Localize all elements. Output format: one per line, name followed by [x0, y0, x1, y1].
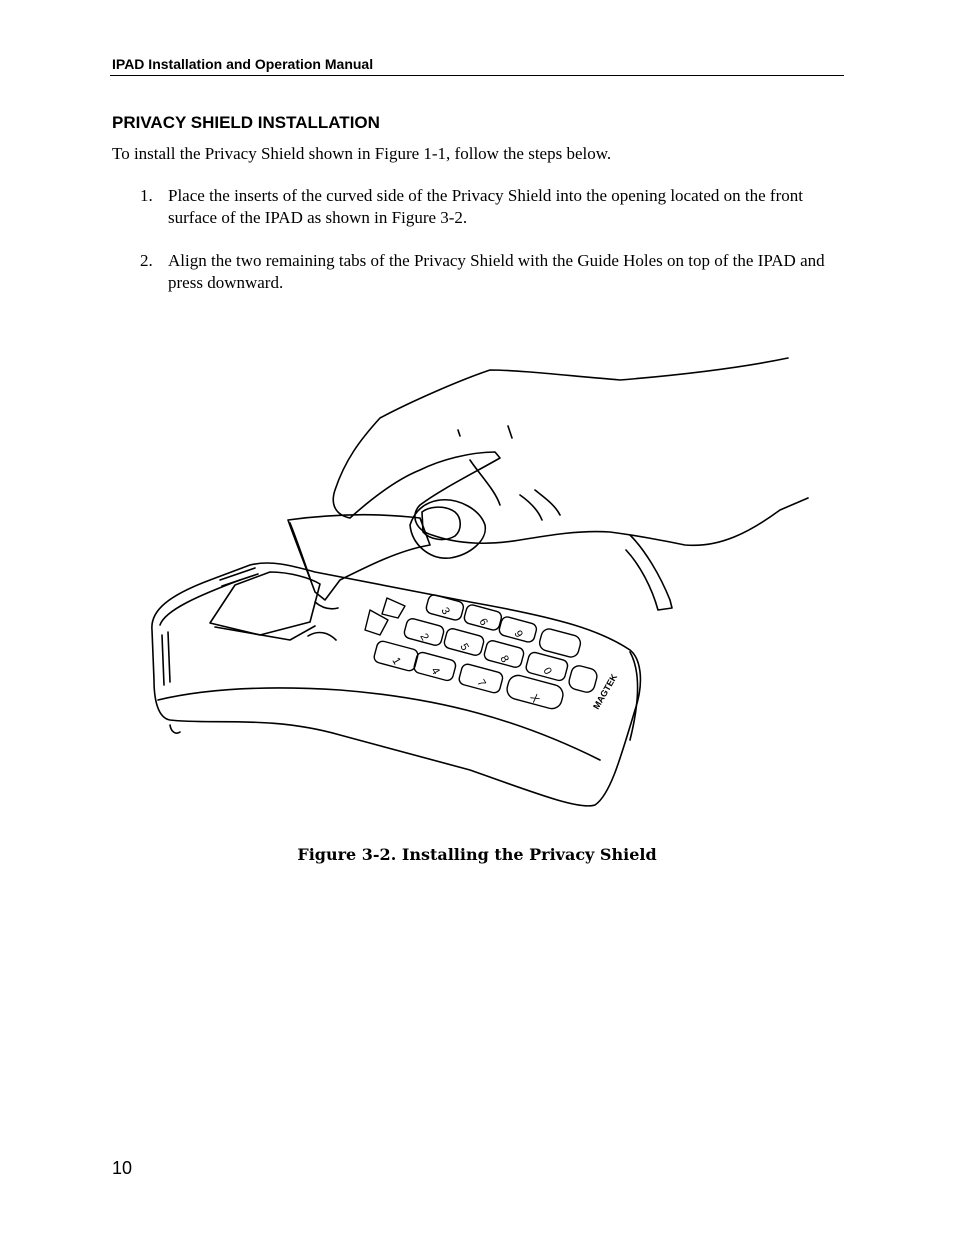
device-foot: [170, 725, 180, 733]
key-label-7: 7: [474, 677, 488, 689]
key-label-3: 3: [438, 605, 452, 617]
device-right-edge: [630, 652, 638, 740]
thumbnail: [422, 507, 460, 539]
list-item: [112, 250, 842, 294]
section-heading: PRIVACY SHIELD INSTALLATION: [112, 113, 380, 132]
key-2: [403, 617, 445, 646]
figure-caption: Figure 3-2. Installing the Privacy Shield: [297, 845, 657, 864]
key-label-x: X: [527, 692, 542, 705]
device-side-groove: [162, 632, 170, 685]
device-screen: [210, 572, 320, 635]
header-divider: [110, 75, 844, 76]
keypad: [365, 594, 599, 711]
key-0: [525, 651, 569, 682]
privacy-shield-flap: [626, 535, 672, 610]
key-7: [458, 663, 504, 694]
key-label-5: 5: [457, 641, 471, 653]
key-enter: [538, 627, 582, 659]
page-number: 10: [112, 1158, 133, 1178]
key-label-0: 0: [540, 665, 554, 677]
intro-paragraph: To install the Privacy Shield shown in Figure 1-1, follow the steps below.: [112, 144, 612, 163]
key-5: [443, 627, 485, 656]
key-cancel: [505, 673, 565, 711]
key-clear: [567, 664, 598, 694]
step-number: 2.: [140, 251, 153, 270]
privacy-shield-illustration: [140, 340, 830, 820]
hand-outline: [333, 358, 808, 545]
brand-logo-text: MAGTEK: [591, 672, 620, 711]
key-label-4: 4: [428, 665, 442, 677]
key-9: [498, 616, 538, 644]
list-item: [112, 185, 842, 229]
key-8: [483, 639, 525, 668]
key-4: [413, 651, 457, 682]
knuckle-lines: [520, 490, 560, 520]
key-label-8: 8: [497, 653, 511, 665]
step-text: Align the two remaining tabs of the Privacy Shield with the Guide Holes on top of the IPAD and press downward.: [168, 251, 825, 292]
key-6: [463, 604, 503, 632]
function-key-left: [365, 610, 388, 635]
function-key-right: [382, 598, 405, 618]
connector-lines: [308, 602, 338, 640]
step-text: Place the inserts of the curved side of the Privacy Shield into the opening located on the front surface of the IPAD as shown in Figure 3-2.: [168, 186, 803, 227]
privacy-shield: [288, 515, 430, 600]
key-label-1: 1: [389, 655, 403, 667]
figure-illustration: [140, 340, 830, 820]
key-label-2: 2: [417, 631, 431, 643]
steps-list: [112, 185, 842, 315]
key-1: [373, 640, 419, 672]
running-header: IPAD Installation and Operation Manual: [112, 56, 374, 72]
key-label-9: 9: [511, 628, 525, 640]
key-label-6: 6: [476, 616, 490, 628]
step-number: 1.: [140, 186, 153, 205]
device-top-edge: [160, 580, 240, 625]
shield-edge-line: [290, 523, 310, 578]
